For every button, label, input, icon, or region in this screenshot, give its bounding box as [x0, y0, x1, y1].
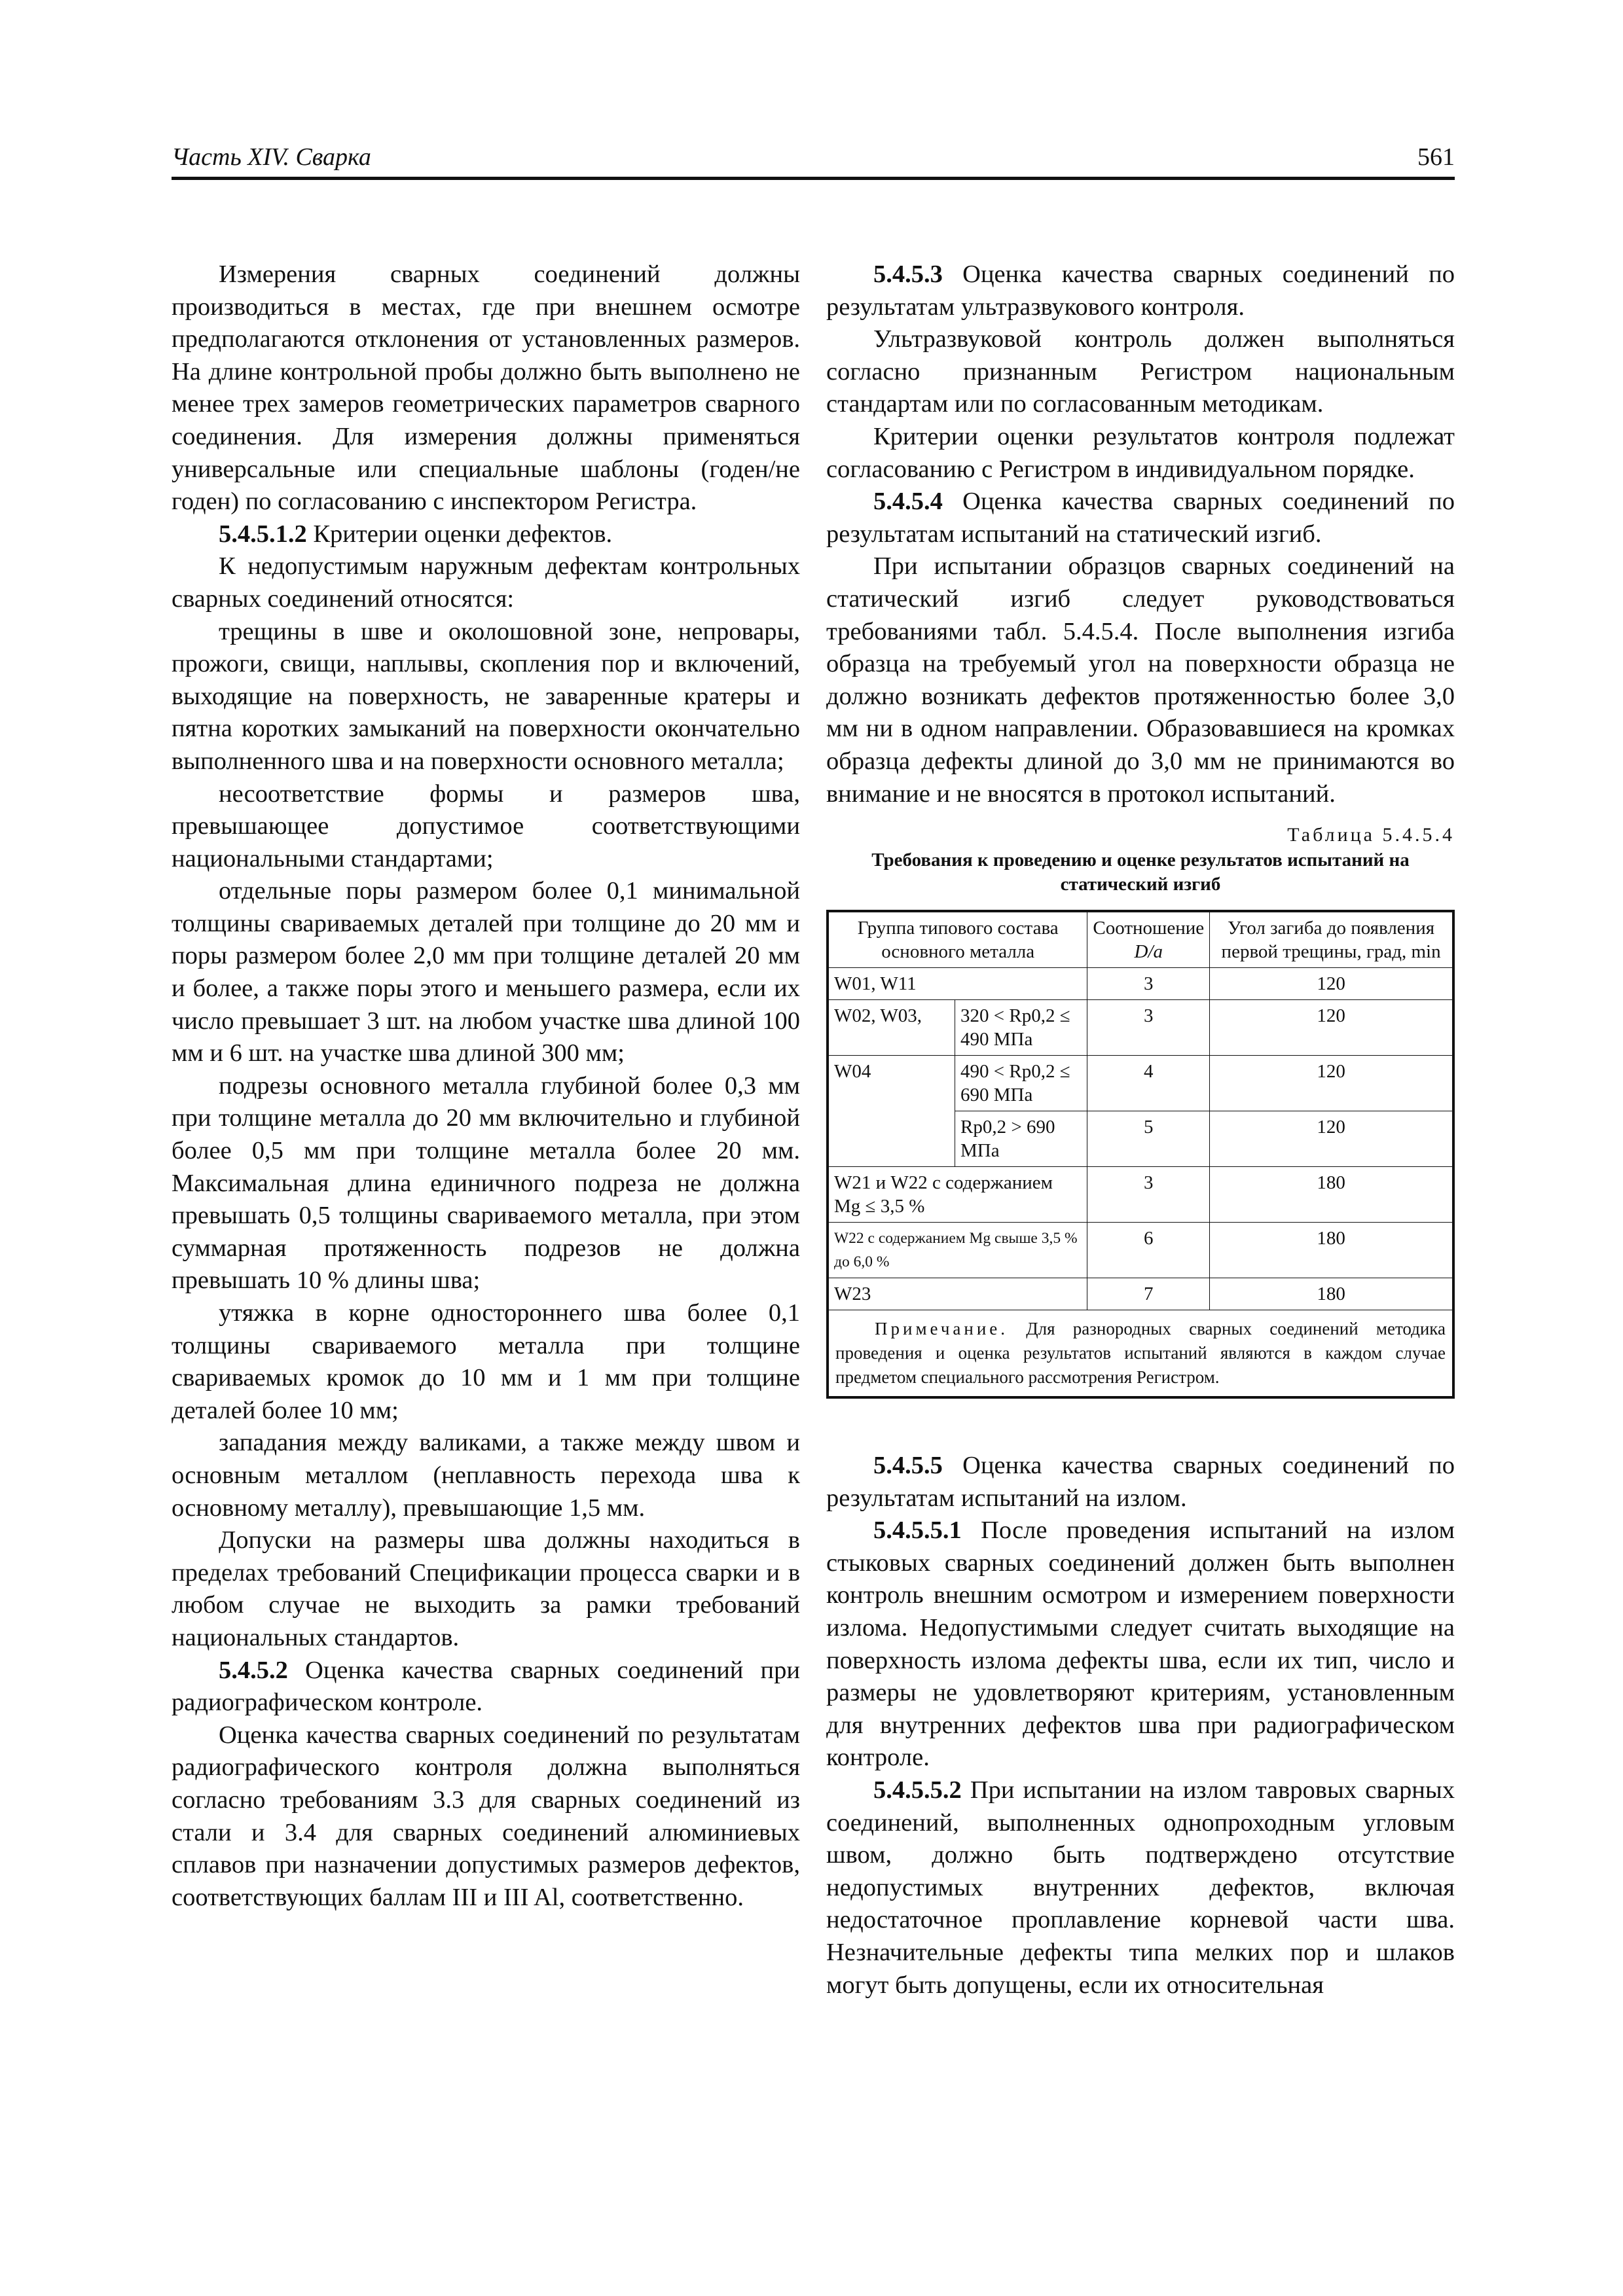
paragraph: К недопустимым наружным дефектам контрольных сварных соединений относятся: — [172, 552, 800, 613]
cell-angle: 120 — [1210, 1000, 1453, 1056]
table-row — [828, 1056, 1453, 1111]
section-title: Критерии оценки дефектов. — [306, 520, 613, 548]
paragraph: При испытании образцов сварных соединений на статический изгиб следует руководствоваться требованиями табл. 5.4.5.4. После выполнения изгиба образца на требуемый угол на поверхности образца не должно возникать дефектов протяженностью более 3,0 мм ни в одном направлении. Образовавшиеся на кромках образца дефекты длиной до 3,0 мм не принимаются во внимание и не вносятся в протокол испытаний. — [826, 552, 1455, 808]
table-row — [828, 1223, 1453, 1278]
table-note-row — [828, 1310, 1453, 1398]
page-number: 561 — [1417, 143, 1455, 171]
table-caption: Таблица 5.4.5.4 — [1287, 824, 1455, 846]
section-title: Оценка качества сварных соединений при радиографическом контроле. — [172, 1656, 800, 1717]
section-title: Оценка качества сварных соединений по результатам испытаний на излом. — [826, 1452, 1455, 1512]
cell-angle: 120 — [1210, 1056, 1453, 1111]
list-item: западания между валиками, а также между швом и основным металлом (неплавность перехода шва к основному металлу), превышающие 1,5 мм. — [172, 1429, 800, 1522]
page-header — [172, 143, 1455, 180]
table-row — [828, 1278, 1453, 1310]
header-ratio — [1087, 911, 1210, 968]
note-text: Для разнородных сварных соединений методика проведения и оценка результатов испытаний являются в каждом случае предметом специального рассмотрения Регистром. — [835, 1319, 1446, 1388]
cell-group: W23 — [828, 1278, 1087, 1310]
cell-group: W04 — [828, 1056, 955, 1167]
section-title: Оценка качества сварных соединений по результатам испытаний на статический изгиб. — [826, 488, 1455, 548]
cell-angle: 120 — [1210, 968, 1453, 1000]
table-row — [828, 968, 1453, 1000]
section-number: 5.4.5.5 — [873, 1452, 943, 1480]
cell-ratio: 4 — [1087, 1056, 1210, 1111]
section-title: Оценка качества сварных соединений по результатам ультразвукового контроля. — [826, 260, 1455, 321]
paragraph — [826, 1515, 1455, 1774]
header-ratio-symbol: D/a — [1134, 941, 1163, 963]
cell-condition: Rp0,2 > 690 МПа — [955, 1111, 1087, 1167]
header-ratio-label: Соотношение — [1093, 918, 1205, 939]
cell-angle: 180 — [1210, 1223, 1453, 1278]
section-number: 5.4.5.4 — [873, 488, 943, 516]
cell-group: W02, W03, — [828, 1000, 955, 1056]
table-row — [828, 1167, 1453, 1223]
list-item: трещины в шве и околошовной зоне, непровары, прожоги, свищи, наплывы, скопления пор и включений, выходящие на поверхность, не заваренные кратеры и пятна коротких замыканий на поверхности окончательно выполненного шва и на поверхности основного металла; — [172, 617, 800, 775]
table-row — [828, 1000, 1453, 1056]
cell-condition: 320 < Rp0,2 ≤ 490 МПа — [955, 1000, 1087, 1056]
paragraph — [826, 1774, 1455, 2001]
running-title: Часть XIV. Сварка — [172, 143, 371, 171]
paragraph: Измерения сварных соединений должны производиться в местах, где при внешнем осмотре предполагаются отклонения от установленных размеров. На длине контрольной пробы должно быть выполнено не менее трех замеров геометрических параметров сварного соединения. Для измерения должны применяться универсальные или специальные шаблоны (годен/не годен) по согласованию с инспектором Регистра. — [172, 260, 800, 516]
note-label: Примечание. — [875, 1319, 1009, 1339]
list-item: подрезы основного металла глубиной более 0,3 мм при толщине металла до 20 мм включительно и глубиной более 0,5 мм при толщине металла более 20 мм. Максимальная длина единичного подреза не должна превышать 0,5 толщины свариваемого металла, при этом суммарная протяженность подрезов не должна превышать 10 % длины шва; — [172, 1071, 800, 1295]
cell-ratio: 3 — [1087, 968, 1210, 1000]
list-item: отдельные поры размером более 0,1 минимальной толщины свариваемых деталей при толщине до 20 мм и поры размером более 2,0 мм при толщине деталей 20 мм и более, а также поры этого и меньшего размера, если их число превышает 3 шт. на любом участке шва длиной 100 мм и 6 шт. на участке шва длиной 300 мм; — [172, 877, 800, 1067]
section-heading — [826, 486, 1455, 550]
paragraph: Критерии оценки результатов контроля подлежат согласованию с Регистром в индивидуальном порядке. — [826, 422, 1455, 483]
cell-angle: 120 — [1210, 1111, 1453, 1167]
header-angle: Угол загиба до появления первой трещины, град, min — [1210, 911, 1453, 968]
paragraph: Допуски на размеры шва должны находиться в пределах требований Спецификации процесса сварки и в любом случае не выходить за рамки требований национальных стандартов. — [172, 1526, 800, 1651]
cell-group: W01, W11 — [828, 968, 1087, 1000]
section-number: 5.4.5.2 — [219, 1656, 288, 1684]
paragraph: Оценка качества сварных соединений по результатам радиографического контроля должна выполняться согласно требованиям 3.3 для сварных соединений из стали и 3.4 для сварных соединений алюминиевых сплавов при назначении допустимых размеров дефектов, соответствующих баллам III и III Al, соответственно. — [172, 1721, 800, 1911]
cell-ratio: 6 — [1087, 1223, 1210, 1278]
section-heading — [826, 1450, 1455, 1515]
section-number: 5.4.5.5.1 — [873, 1516, 962, 1545]
cell-ratio: 7 — [1087, 1278, 1210, 1310]
cell-angle: 180 — [1210, 1278, 1453, 1310]
cell-angle: 180 — [1210, 1167, 1453, 1223]
cell-condition: 490 < Rp0,2 ≤ 690 МПа — [955, 1056, 1087, 1111]
cell-ratio: 3 — [1087, 1167, 1210, 1223]
section-heading — [172, 518, 800, 551]
section-heading — [172, 1655, 800, 1719]
section-number: 5.4.5.1.2 — [219, 520, 307, 548]
section-heading — [826, 259, 1455, 323]
section-number: 5.4.5.5.2 — [873, 1776, 962, 1804]
table-header-row — [828, 911, 1453, 968]
cell-group: W22 с содержанием Mg свыше 3,5 % до 6,0 % — [828, 1223, 1087, 1278]
section-number: 5.4.5.3 — [873, 260, 943, 288]
list-item: утяжка в корне одностороннего шва более 0,1 толщины свариваемого металла при толщине свариваемых кромок до 10 мм и 1 мм при толщине деталей более 10 мм; — [172, 1299, 800, 1424]
paragraph: Ультразвуковой контроль должен выполняться согласно признанным Регистром национальным стандартам или по согласованным методикам. — [826, 325, 1455, 418]
paragraph-text: После проведения испытаний на излом стыковых сварных соединений должен быть выполнен контроль внешним осмотром и измерением поверхности излома. Недопустимыми следует считать выходящие на поверхность излома дефекты шва, если их тип, число и размеры не удовлетворяют критериям, установленным для внутренних дефектов шва при радиографическом контроле. — [826, 1516, 1455, 1772]
table-title: Требования к проведению и оценке результатов испытаний на статический изгиб — [871, 850, 1410, 895]
cell-group: W21 и W22 с содержанием Mg ≤ 3,5 % — [828, 1167, 1087, 1223]
cell-ratio: 3 — [1087, 1000, 1210, 1056]
paragraph-text: При испытании на излом тавровых сварных соединений, выполненных однопроходным угловым швом, должно быть подтверждено отсутствие недопустимых внутренних дефектов, включая недостаточное проплавление корневой части шва. Незначительные дефекты типа мелких пор и шлаков могут быть допущены, если их относительная — [826, 1776, 1455, 1999]
header-group: Группа типового состава основного металла — [828, 911, 1087, 968]
bend-test-table — [826, 910, 1455, 1399]
left-column — [172, 259, 800, 1914]
cell-ratio: 5 — [1087, 1111, 1210, 1167]
list-item: несоответствие формы и размеров шва, превышающее допустимое соответствующими национальными стандартами; — [172, 780, 800, 872]
table-note — [828, 1310, 1453, 1398]
right-column — [826, 259, 1455, 2001]
